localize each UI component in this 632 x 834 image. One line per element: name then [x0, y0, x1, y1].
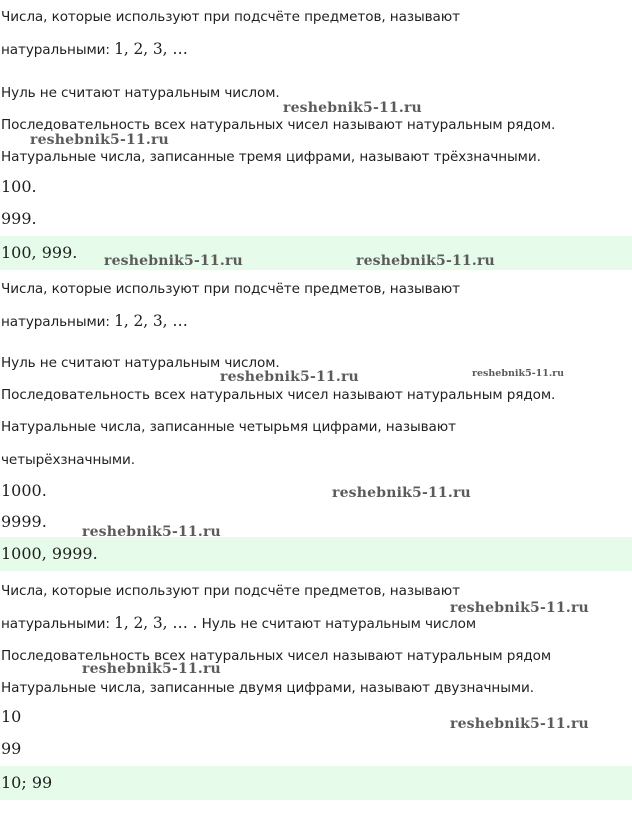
watermark-text: reshebnik5-11.ru — [30, 132, 169, 148]
block1-answer-band — [0, 236, 632, 270]
block2-zero-note: Нуль не считают натуральным числом. — [1, 355, 280, 371]
block3-intro-line2-text: натуральными: — [1, 616, 110, 632]
block2-intro-line1: Числа, которые используют при подсчёте предметов, называют — [1, 281, 460, 297]
block3-zero-note: Нуль не считают натуральным числом — [201, 616, 476, 632]
watermark-text: reshebnik5-11.ru — [332, 485, 471, 501]
block2-intro-line2-text: натуральными: — [1, 314, 110, 330]
block1-intro-line2-text: натуральными: — [1, 42, 110, 58]
block2-intro-line2 — [1, 312, 188, 331]
block3-natural-numbers-math: 1, 2, 3, … . — [114, 614, 198, 632]
block1-digits-note: Натуральные числа, записанные тремя цифрами, называют трёхзначными. — [1, 149, 541, 165]
watermark-text: reshebnik5-11.ru — [356, 253, 495, 269]
block3-intro-line1: Числа, которые используют при подсчёте предметов, называют — [1, 583, 460, 599]
block1-sequence-note: Последовательность всех натуральных чисел называют натуральным рядом. — [1, 117, 556, 133]
block1-intro-line1: Числа, которые используют при подсчёте предметов, называют — [1, 9, 460, 25]
block1-intro-line2 — [1, 40, 188, 59]
block2-digits-note-line1: Натуральные числа, записанные четырьмя цифрами, называют — [1, 419, 456, 435]
block3-digits-note: Натуральные числа, записанные двумя цифрами, называют двузначными. — [1, 680, 534, 696]
watermark-text: reshebnik5-11.ru — [450, 600, 589, 616]
block1-answer-max: 999. — [1, 209, 37, 228]
watermark-text: reshebnik5-11.ru — [283, 100, 422, 116]
watermark-text: reshebnik5-11.ru — [82, 524, 221, 540]
watermark-text: reshebnik5-11.ru — [104, 253, 243, 269]
block3-answer-max: 99 — [1, 739, 22, 758]
block1-natural-numbers-math: 1, 2, 3, … — [114, 40, 188, 58]
block1-answer-final: 100, 999. — [1, 243, 78, 262]
block1-zero-note: Нуль не считают натуральным числом. — [1, 85, 280, 101]
block3-answer-band — [0, 766, 632, 800]
block2-answer-min: 1000. — [1, 481, 47, 500]
block1-answer-min: 100. — [1, 177, 37, 196]
block2-sequence-note: Последовательность всех натуральных чисел называют натуральным рядом. — [1, 387, 556, 403]
block2-answer-final: 1000, 9999. — [1, 544, 98, 563]
watermark-text: reshebnik5-11.ru — [472, 368, 565, 379]
watermark-text: reshebnik5-11.ru — [82, 661, 221, 677]
watermark-text: reshebnik5-11.ru — [450, 716, 589, 732]
block3-intro-line2 — [1, 614, 476, 633]
block3-answer-min: 10 — [1, 707, 22, 726]
block2-answer-max: 9999. — [1, 512, 47, 531]
block3-sequence-note: Последовательность всех натуральных чисел называют натуральным рядом — [1, 648, 552, 664]
block2-natural-numbers-math: 1, 2, 3, … — [114, 312, 188, 330]
block2-digits-note-line2: четырёхзначными. — [1, 452, 135, 468]
watermark-text: reshebnik5-11.ru — [220, 369, 359, 385]
block3-answer-final: 10; 99 — [1, 773, 53, 792]
